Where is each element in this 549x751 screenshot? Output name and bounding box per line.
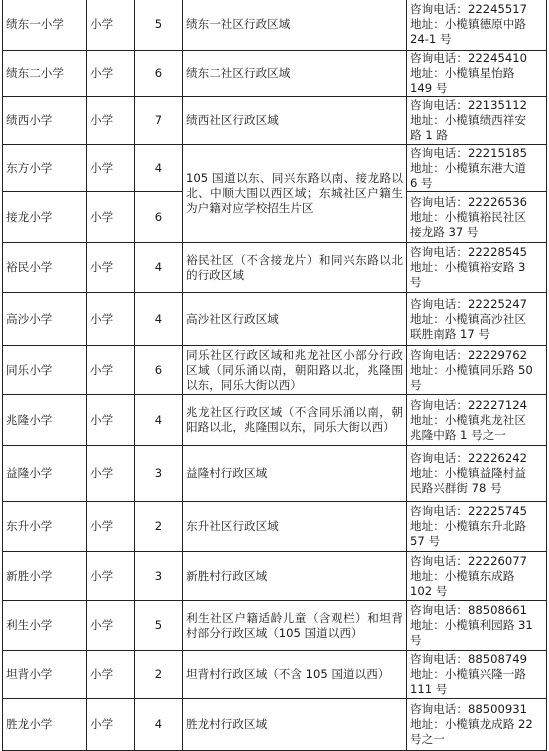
class-count: 5 (135, 601, 183, 651)
school-name: 绩西小学 (3, 97, 87, 145)
contact-address-cont: 接龙路 37 号 (410, 224, 479, 239)
contact-address-cont: 号 (410, 275, 422, 289)
contact-address: 地址：小榄镇裕民社区 (410, 209, 526, 224)
contact-address-cont: 57 号 (410, 534, 441, 548)
enrollment-area: 利生社区户籍适龄儿童（含观栏）和坦背村部分行政区域（105 国道以西） (183, 601, 407, 651)
school-contact (407, 0, 547, 51)
enrollment-area: 同乐社区行政区域和兆龙社区小部分行政区域（同乐涌以南，朝阳路以北，兆隆围以东，同乐大街以西） (183, 346, 407, 395)
school-contact (407, 502, 547, 552)
enrollment-area: 坦背村行政区域（不含 105 国道以西） (183, 651, 407, 699)
table-row (3, 446, 547, 502)
school-contact (407, 97, 547, 145)
enrollment-area: 绩西社区行政区域 (183, 97, 407, 145)
class-count: 6 (135, 192, 183, 243)
enrollment-area: 绩东一社区行政区域 (183, 0, 407, 51)
contact-phone: 咨询电话：88508661 (410, 603, 527, 617)
contact-address-cont: 联胜南路 17 号 (410, 326, 491, 341)
school-type: 小学 (87, 97, 135, 145)
school-type: 小学 (87, 651, 135, 699)
contact-address: 地址：小榄镇同乐路 50 (410, 362, 533, 377)
school-contact (407, 51, 547, 97)
contact-phone: 咨询电话：22229762 (410, 347, 527, 362)
school-contact (407, 243, 547, 293)
contact-address: 地址：小榄镇兆龙社区 (410, 412, 526, 427)
table-row (3, 243, 547, 293)
school-contact (407, 699, 547, 751)
contact-address: 地址：小榄镇兴隆一路 (410, 667, 526, 681)
contact-address-cont: 号 (410, 377, 422, 392)
school-contact (407, 293, 547, 346)
class-count: 4 (135, 395, 183, 446)
enrollment-area-merged: 105 国道以东、同兴东路以南、接龙路以北、中顺大围以西区域；东城社区户籍生为户籍对应学校招生片区 (183, 145, 407, 243)
class-count: 2 (135, 651, 183, 699)
class-count: 6 (135, 346, 183, 395)
class-count: 3 (135, 552, 183, 601)
table-row (3, 293, 547, 346)
school-name: 高沙小学 (3, 293, 87, 346)
school-name: 绩东二小学 (3, 51, 87, 97)
contact-address: 地址：小榄镇龙成路 22 (410, 717, 533, 731)
school-type: 小学 (87, 243, 135, 293)
contact-phone: 咨询电话：22227124 (410, 397, 527, 412)
class-count: 2 (135, 502, 183, 552)
enrollment-area: 胜龙村行政区域 (183, 699, 407, 751)
contact-phone: 咨询电话：22135112 (410, 98, 527, 112)
contact-address-cont: 111 号 (410, 682, 448, 696)
school-type: 小学 (87, 0, 135, 51)
contact-address: 地址：小榄镇东成路 (410, 568, 515, 583)
school-contact (407, 346, 547, 395)
contact-address: 地址：小榄镇绩西祥安 (410, 113, 526, 127)
school-type: 小学 (87, 51, 135, 97)
contact-phone: 咨询电话：22226077 (410, 553, 527, 568)
class-count: 4 (135, 293, 183, 346)
table-row (3, 51, 547, 97)
table-row (3, 502, 547, 552)
school-type: 小学 (87, 293, 135, 346)
contact-phone: 咨询电话：22225745 (410, 504, 527, 518)
school-contact (407, 651, 547, 699)
contact-address: 地址：小榄镇利园路 31 (410, 618, 533, 632)
school-name: 绩东一小学 (3, 0, 87, 51)
class-count: 4 (135, 243, 183, 293)
enrollment-area: 东升社区行政区域 (183, 502, 407, 552)
school-contact (407, 446, 547, 502)
contact-phone: 咨询电话：22225247 (410, 296, 527, 311)
school-type: 小学 (87, 346, 135, 395)
enrollment-area: 绩东二社区行政区域 (183, 51, 407, 97)
school-contact (407, 192, 547, 243)
enrollment-area: 新胜村行政区域 (183, 552, 407, 601)
class-count: 7 (135, 97, 183, 145)
enrollment-area: 裕民社区（不含接龙片）和同兴东路以北的行政区域 (183, 243, 407, 293)
contact-address-cont: 号 (410, 633, 422, 647)
contact-address-cont: 兆隆中路 1 号之一 (410, 427, 506, 442)
table-row (3, 699, 547, 751)
school-type: 小学 (87, 601, 135, 651)
contact-phone: 咨询电话：22228545 (410, 245, 527, 259)
school-zone-table (2, 0, 547, 751)
contact-phone: 咨询电话：22226242 (410, 451, 527, 465)
contact-address-cont: 号之一 (410, 732, 445, 746)
contact-address-cont: 24-1 号 (410, 31, 452, 46)
contact-address-cont: 路 1 路 (410, 128, 448, 142)
school-contact (407, 552, 547, 601)
table-row (3, 145, 547, 192)
contact-phone: 咨询电话：88500931 (410, 702, 527, 716)
school-type: 小学 (87, 145, 135, 192)
school-name: 坦背小学 (3, 651, 87, 699)
enrollment-area: 兆龙社区行政区域（不含同乐涌以南，朝阳路以北，兆隆围以东，同乐大街以西） (183, 395, 407, 446)
contact-address-cont: 民路兴群街 78 号 (410, 481, 502, 495)
school-contact (407, 601, 547, 651)
class-count: 5 (135, 0, 183, 51)
class-count: 6 (135, 51, 183, 97)
contact-address: 地址：小榄镇高沙社区 (410, 311, 526, 326)
school-type: 小学 (87, 502, 135, 552)
school-name: 兆隆小学 (3, 395, 87, 446)
contact-phone: 咨询电话：22245517 (410, 1, 527, 16)
table-row (3, 395, 547, 446)
enrollment-area: 益隆村行政区域 (183, 446, 407, 502)
school-name: 裕民小学 (3, 243, 87, 293)
contact-address: 地址：小榄镇星怡路 (410, 66, 515, 80)
school-name: 新胜小学 (3, 552, 87, 601)
contact-phone: 咨询电话：88508749 (410, 652, 527, 666)
class-count: 4 (135, 699, 183, 751)
contact-phone: 咨询电话：22226536 (410, 194, 527, 209)
school-contact (407, 145, 547, 192)
table-row (3, 0, 547, 51)
school-type: 小学 (87, 192, 135, 243)
school-name: 益隆小学 (3, 446, 87, 502)
school-name: 东方小学 (3, 145, 87, 192)
school-type: 小学 (87, 395, 135, 446)
contact-address: 地址：小榄镇东升北路 (410, 519, 526, 533)
school-name: 胜龙小学 (3, 699, 87, 751)
table-row (3, 601, 547, 651)
contact-address: 地址：小榄镇益隆村益 (410, 466, 526, 480)
school-name: 利生小学 (3, 601, 87, 651)
school-type: 小学 (87, 446, 135, 502)
contact-address-cont: 102 号 (410, 583, 448, 598)
school-type: 小学 (87, 552, 135, 601)
class-count: 3 (135, 446, 183, 502)
contact-address: 地址：小榄镇东港大道 (410, 160, 526, 175)
table-row (3, 346, 547, 395)
school-name: 接龙小学 (3, 192, 87, 243)
enrollment-area: 高沙社区行政区域 (183, 293, 407, 346)
contact-address-cont: 149 号 (410, 81, 448, 95)
table-row (3, 552, 547, 601)
contact-address: 地址：小榄镇德原中路 (410, 16, 526, 31)
school-type: 小学 (87, 699, 135, 751)
table-row (3, 97, 547, 145)
contact-phone: 咨询电话：22245410 (410, 51, 527, 65)
table-row (3, 651, 547, 699)
contact-address: 地址：小榄镇裕安路 3 (410, 260, 526, 274)
contact-address-cont: 6 号 (410, 175, 433, 190)
school-name: 东升小学 (3, 502, 87, 552)
contact-phone: 咨询电话：22215185 (410, 145, 527, 160)
school-name: 同乐小学 (3, 346, 87, 395)
class-count: 4 (135, 145, 183, 192)
school-contact (407, 395, 547, 446)
